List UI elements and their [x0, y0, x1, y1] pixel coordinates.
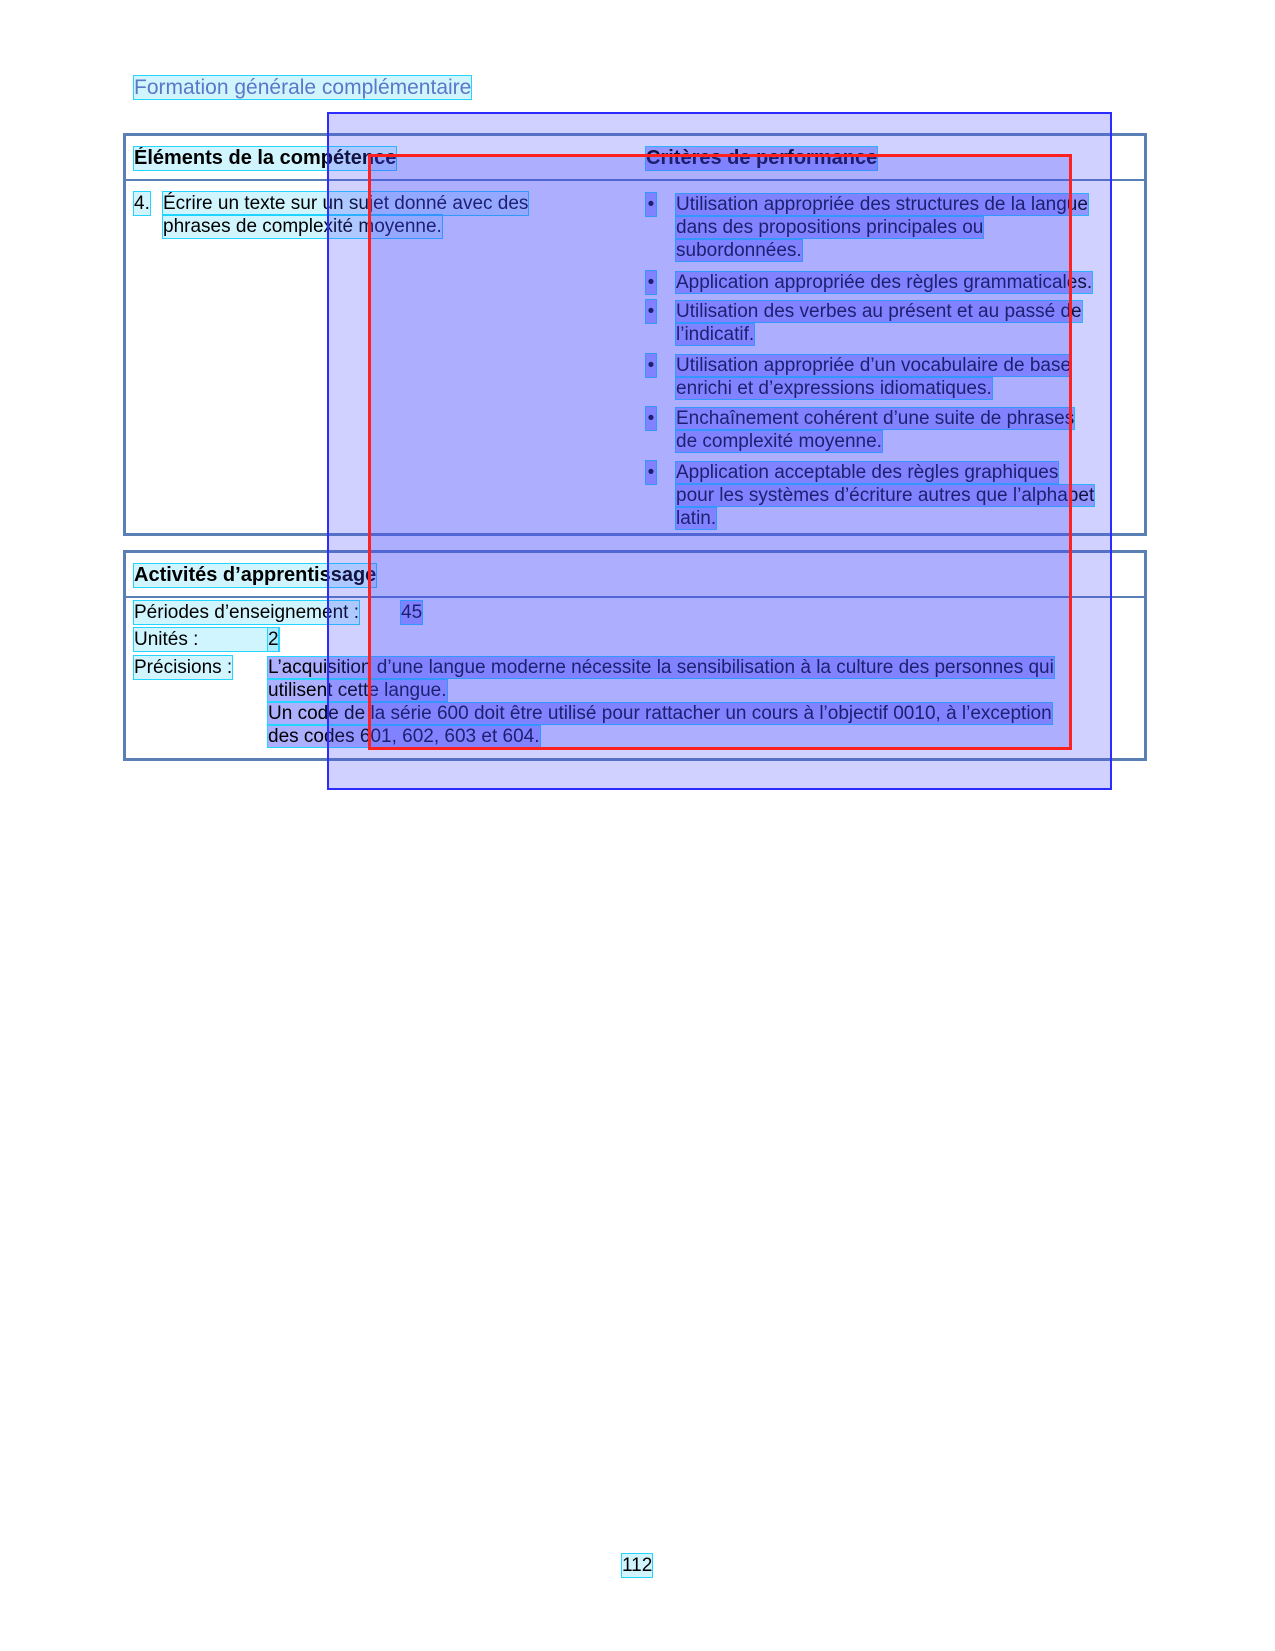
criterion-line: enrichi et d’expressions idiomatiques.: [676, 378, 992, 399]
criterion-line: Utilisation des verbes au présent et au passé de: [676, 301, 1082, 322]
precisions-text: [268, 656, 1148, 748]
criterion-line: dans des propositions principales ou: [676, 217, 984, 238]
bullet-icon: •: [647, 462, 655, 483]
criterion-line: Utilisation appropriée d’un vocabulaire de base: [676, 355, 1072, 376]
periodes-value: 45: [401, 602, 423, 623]
criteres-column-header: Critères de performance: [646, 147, 878, 169]
activites-table-header: [126, 553, 1144, 598]
unites-label: Unités :: [134, 628, 278, 651]
page-number: 112: [622, 1555, 653, 1576]
precisions-line: Un code de la série 600 doit être utilisé pour rattacher un cours à l’objectif 0010, à l’exception: [268, 703, 1052, 724]
competence-table-header: [126, 136, 1144, 181]
element-number: 4.: [134, 193, 150, 214]
criterion-line: Application appropriée des règles grammaticales.: [676, 272, 1093, 293]
elements-column-header: Éléments de la compétence: [134, 147, 397, 169]
precisions-label: Précisions :: [134, 657, 233, 678]
bullet-icon: •: [647, 272, 655, 293]
bullet-icon: •: [647, 194, 655, 215]
precisions-line: L’acquisition d’une langue moderne nécessite la sensibilisation à la culture des personnes qui: [268, 657, 1054, 678]
bullet-icon: •: [647, 408, 655, 429]
activites-table: [123, 550, 1147, 761]
periodes-label: Périodes d’enseignement :: [134, 602, 359, 623]
competence-table: [123, 133, 1147, 536]
element-text-line-2: phrases de complexité moyenne.: [163, 216, 442, 237]
criterion-line: subordonnées.: [676, 240, 802, 261]
criterion-line: Application acceptable des règles graphiques: [676, 462, 1059, 483]
criterion-line: Utilisation appropriée des structures de la langue: [676, 194, 1088, 215]
precisions-line: utilisent cette langue.: [268, 680, 447, 701]
document-header: Formation générale complémentaire: [134, 76, 472, 99]
criterion-line: pour les systèmes d’écriture autres que l’alphabet: [676, 485, 1095, 506]
criterion-line: l’indicatif.: [676, 324, 755, 345]
bullet-icon: •: [647, 301, 655, 322]
unites-value: 2: [268, 629, 279, 650]
criterion-line: Enchaînement cohérent d’une suite de phrases: [676, 408, 1075, 429]
criterion-line: latin.: [676, 508, 717, 529]
criterion-line: de complexité moyenne.: [676, 431, 882, 452]
bullet-icon: •: [647, 355, 655, 376]
activites-title: Activités d’apprentissage: [134, 564, 377, 586]
element-text-line-1: Écrire un texte sur un sujet donné avec des: [163, 193, 529, 214]
precisions-line: des codes 601, 602, 603 et 604.: [268, 726, 540, 747]
